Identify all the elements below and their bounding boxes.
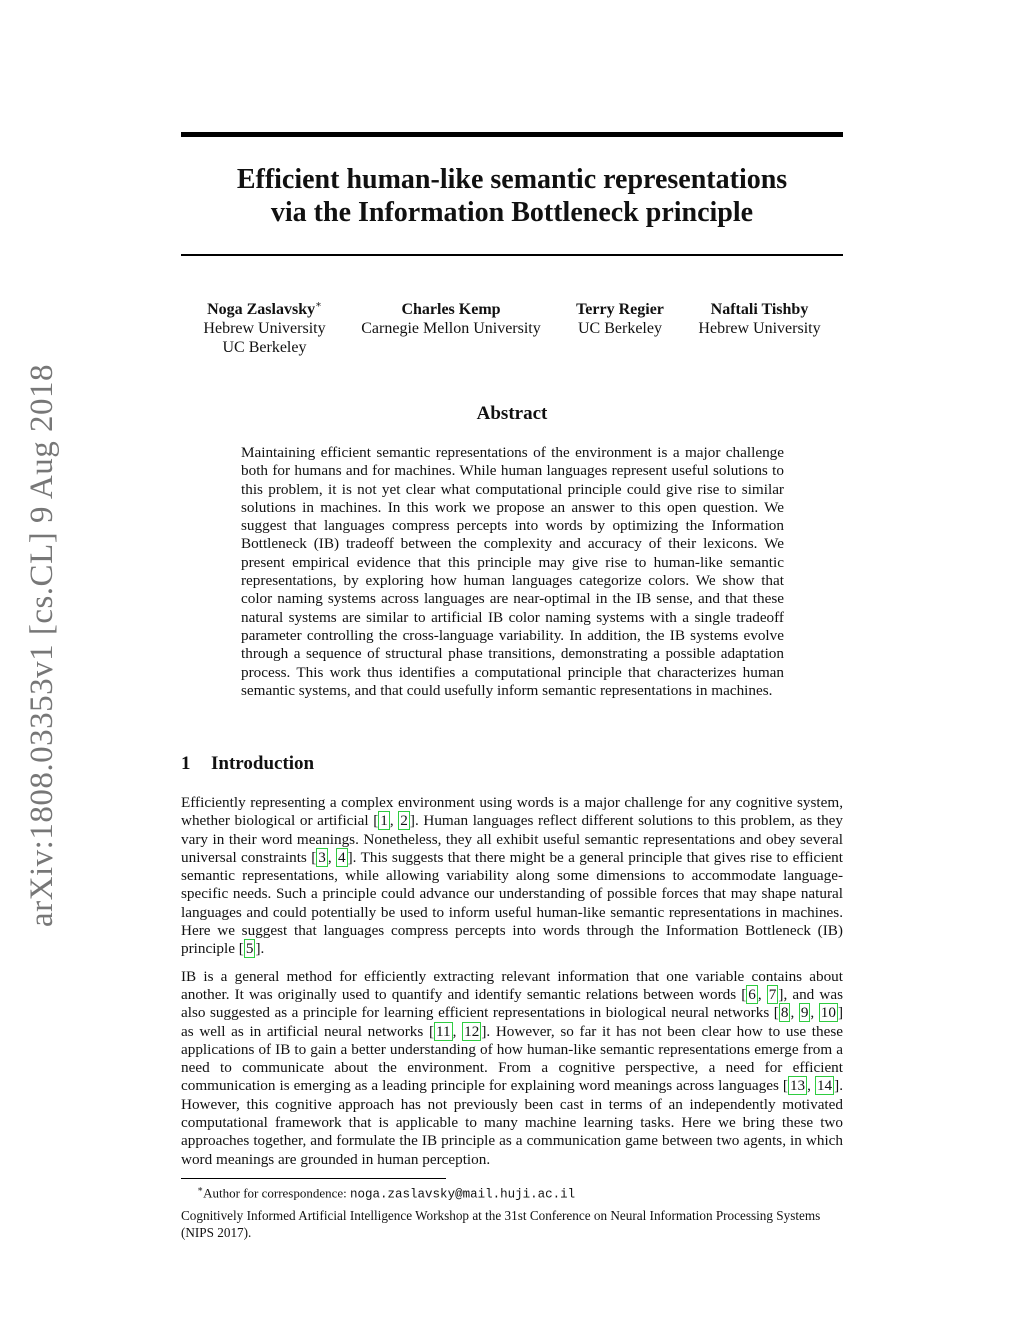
author-affiliation: UC Berkeley — [222, 339, 307, 356]
author-charles-kemp — [356, 300, 546, 338]
abstract-heading: Abstract — [476, 403, 548, 424]
section-number: 1 — [181, 753, 191, 774]
citation-link[interactable]: 6 — [748, 985, 756, 1003]
title-top-rule — [181, 132, 843, 137]
author-terry-regier — [564, 300, 676, 338]
citation-link[interactable]: 5 — [245, 940, 254, 958]
section-title: Introduction — [211, 753, 315, 774]
paragraph-1: Efficiently representing a complex environment using words is a major challenge for any cognitive system, whether biological or artificial [ 1 , 2 ]. Human languages reflect different solutions to this problem, as they vary in their word meanings. Nonetheless, they all exhibit useful semantic representations and obey several universal constraints [ 3 , 4 ]. This suggests that there might be a general principle that gives rise to efficient semantic representations, while allowing variability along some dimensions to accommodate language-specific needs. Such a principle could advance our understanding of possible forces that may shape natural languages and could potentially be used to inform useful human-like semantic representations in machines. Here we suggest that languages compress percepts into words through the Information Bottleneck (IB) principle [ 5 ]. — [181, 794, 843, 958]
paper-title-line-1: Efficient human-like semantic representations — [236, 164, 788, 195]
citation-link[interactable]: 1 — [380, 812, 388, 830]
author-name: Charles Kemp — [401, 301, 501, 318]
section-heading — [181, 753, 314, 775]
footnote-marker: ∗ — [315, 299, 322, 311]
author-name: Terry Regier — [576, 301, 664, 318]
author-name: Noga Zaslavsky∗ — [207, 299, 322, 318]
citation-link[interactable]: 9 — [800, 1004, 809, 1022]
author-name: Naftali Tishby — [710, 301, 809, 318]
footnote-marker: ∗ — [197, 1184, 204, 1194]
citation-link[interactable]: 13 — [789, 1077, 806, 1095]
title-bottom-rule — [181, 254, 843, 256]
paper-title — [181, 163, 843, 229]
author-email: noga.zaslavsky@mail.huji.ac.il — [350, 1187, 576, 1202]
citation-link[interactable]: 7 — [768, 985, 777, 1003]
paragraph-2: IB is a general method for efficiently extracting relevant information that one variable contains about another. It was originally used to quantify and identify semantic relations between words [ 6 , 7 ], and was also suggested as a principle for learning efficient representations in biological neural networks [ 8 , 9 , 10 ] as well as in artificial neural networks [ 11 , 12 ]. However, so far it has not been clear how to use these applications of IB to gain a better understanding of how human-like semantic representations emerge from a need to communicate about the environment. From a cognitive perspective, a need for efficient communication is emerging as a leading principle for explaining word meanings across languages [ 13 , 14 ]. However, this cognitive approach has not previously been cast in terms of an independently motivated computational framework that is applicable to many machine learning tasks. Here we bring these two approaches together, and formulate the IB principle as a communication game between two agents, in which word meanings are grounded in human perception. — [181, 967, 844, 1168]
author-noga-zaslavsky — [196, 300, 333, 357]
citation-link[interactable]: 4 — [338, 848, 346, 866]
arxiv-identifier — [22, 355, 62, 935]
citation-link[interactable]: 12 — [464, 1022, 480, 1040]
abstract-text: Maintaining efficient semantic representations of the environment is a major challenge both for humans and for machines. While human languages represent useful solutions to this problem, it is not yet clear what computational principle could give rise to similar solutions in machines. In this work we propose an answer to this open question. We suggest that languages compress percepts into words by optimizing the Information Bottleneck (IB) tradeoff between the complexity and accuracy of their lexicons. We present empirical evidence that this principle may give rise to human-like semantic representations, by exploring how human languages categorize colors. We show that color naming systems across languages are near-optimal in the IB sense, and that these natural systems are similar to artificial IB color naming systems with a single tradeoff parameter controlling the cross-language variability. In addition, the IB systems evolve through a sequence of structural phase transitions, demonstrating a possible adaptation process. This work thus identifies a computational principle that characterizes human semantic systems, and that could usefully inform semantic representations in machines. — [241, 444, 784, 699]
footnote-text: Author for correspondence: — [203, 1185, 351, 1201]
author-block — [181, 300, 843, 360]
author-naftali-tishby — [693, 300, 826, 338]
introduction-body — [181, 794, 843, 1178]
venue-note: Cognitively Informed Artificial Intelligence Workshop at the 31st Conference on Neural Information Processing Systems (NIPS 2017). — [181, 1208, 821, 1240]
paper-title-line-2: via the Information Bottleneck principle — [270, 197, 754, 228]
citation-link[interactable]: 3 — [318, 848, 326, 866]
footnote-rule — [181, 1178, 446, 1179]
citation-link[interactable]: 14 — [816, 1077, 833, 1095]
footnote — [197, 1181, 575, 1202]
author-affiliation: Hebrew University — [698, 320, 821, 337]
author-affiliation: UC Berkeley — [578, 320, 662, 337]
citation-link[interactable]: 10 — [820, 1004, 836, 1022]
citation-link[interactable]: 8 — [780, 1004, 789, 1022]
citation-link[interactable]: 11 — [436, 1022, 451, 1040]
author-affiliation: Carnegie Mellon University — [361, 320, 541, 337]
arxiv-identifier-text: arXiv:1808.03353v1 [cs.CL] 9 Aug 2018 — [23, 363, 60, 927]
citation-link[interactable]: 2 — [400, 812, 408, 830]
author-affiliation: Hebrew University — [203, 320, 326, 337]
